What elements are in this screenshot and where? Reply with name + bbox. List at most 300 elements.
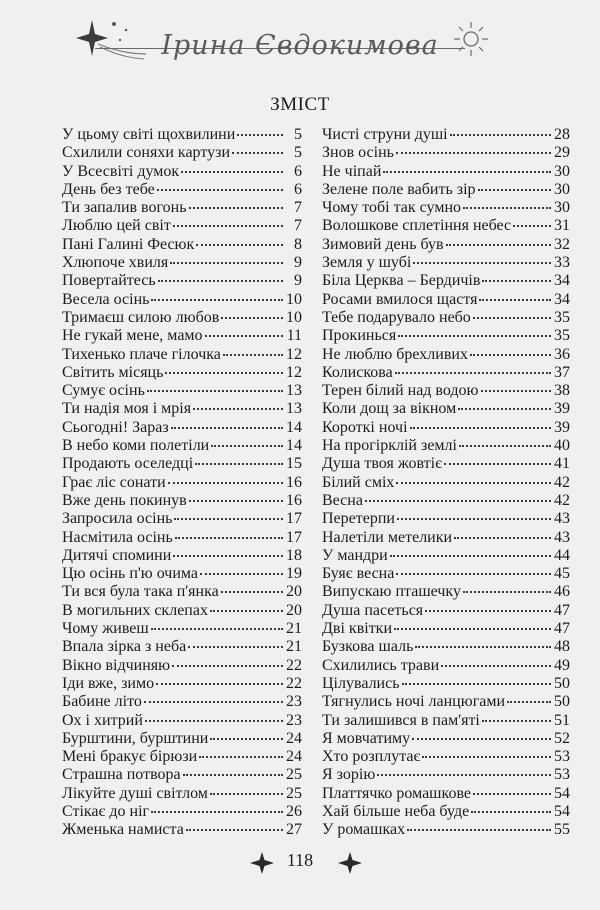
toc-entry-page: 30 [554,180,570,198]
toc-entry-title: Знов осінь [322,144,394,162]
toc-dot-leader [210,610,283,612]
toc-entry-page: 24 [286,729,302,747]
toc-entry-page: 23 [286,711,302,729]
toc-entry-page: 49 [554,656,570,674]
toc-dot-leader [383,171,551,173]
author-name: Ірина Євдокимова [161,30,439,61]
toc-entry [322,382,570,400]
toc-dot-leader [221,591,283,593]
toc-dot-leader [151,628,283,630]
toc-entry-title: В небо коми полетіли [62,437,210,455]
toc-entry-title: Запросила осінь [62,510,173,528]
toc-entry-page: 46 [554,583,570,601]
toc-entry-title: Пані Галині Фесюк [62,235,195,253]
toc-dot-leader [473,793,551,795]
toc-entry-title: Біла Церква – Бердичів [322,272,481,290]
toc-entry-page: 11 [286,327,302,345]
toc-entry-title: Я зорію [322,766,376,784]
toc-dot-leader [394,628,551,630]
toc-entry-page: 47 [554,601,570,619]
toc-entry [62,364,302,382]
toc-entry-page: 17 [286,510,302,528]
toc-dot-leader [463,207,551,209]
toc-entry [62,675,302,693]
toc-entry-title: Ти надія моя і мрія [62,400,192,418]
toc-entry-title: Мені бракує бірюзи [62,748,198,766]
toc-entry-page: 39 [554,400,570,418]
toc-entry [62,199,302,217]
toc-dot-leader [175,537,283,539]
toc-entry-title: Лікуйте душі світлом [62,784,208,802]
toc-entry-title: Вже день покинув [62,491,187,509]
toc-dot-leader [454,537,551,539]
toc-dot-leader [365,500,551,502]
toc-dot-leader [482,720,551,722]
toc-entry [62,382,302,400]
toc-entry [62,236,302,254]
toc-dot-leader [211,445,283,447]
toc-entry-page: 30 [554,162,570,180]
toc-entry [322,346,570,364]
toc-entry-title: Схилились трави [322,656,440,674]
toc-dot-leader [450,134,551,136]
toc-entry-title: Коли дощ за вікном [322,400,457,418]
toc-entry-page: 6 [294,180,302,198]
toc-entry-page: 44 [554,546,570,564]
toc-entry [62,766,302,784]
toc-entry-title: Схилили соняхи картузи [62,144,230,162]
toc-entry-title: Люблю цей світ [62,217,171,235]
toc-entry-title: На прогірклій землі [322,437,457,455]
toc-dot-leader [396,482,551,484]
toc-dot-leader [168,482,283,484]
toc-entry [62,730,302,748]
toc-entry-title: Ох і хитрий [62,711,143,729]
toc-entry-title: Буяє весна [322,565,395,583]
toc-dot-leader [183,774,283,776]
toc-entry [62,217,302,235]
toc-entry [322,602,570,620]
toc-dot-leader [170,262,283,264]
toc-entry-page: 43 [554,510,570,528]
toc-dot-leader [173,555,283,557]
toc-entry [62,455,302,473]
toc-entry [322,291,570,309]
toc-entry [322,785,570,803]
toc-entry-title: Налетіли метелики [322,528,453,546]
toc-dot-leader [147,390,283,392]
toc-entry-page: 13 [286,400,302,418]
toc-entry-title: Випускаю пташечку [322,583,461,601]
toc-entry [62,565,302,583]
toc-dot-leader [232,152,283,154]
toc-dot-leader [172,665,283,667]
toc-dot-leader [482,280,551,282]
toc-entry-page: 14 [286,437,302,455]
toc-entry-page: 47 [554,620,570,638]
toc-entry-title: Цю осінь п'ю очима [62,565,199,583]
toc-entry-page: 16 [286,491,302,509]
toc-entry-page: 22 [286,674,302,692]
toc-entry-title: Тихенько плаче гілочка [62,345,221,363]
toc-entry-title: Колискова [322,363,393,381]
toc-entry [322,217,570,235]
toc-dot-leader [473,317,551,319]
toc-entry-page: 30 [554,199,570,217]
toc-entry [62,748,302,766]
toc-entry [322,748,570,766]
toc-entry [322,400,570,418]
toc-entry [62,400,302,418]
toc-dot-leader [413,262,551,264]
toc-dot-leader [173,225,283,227]
toc-entry-page: 55 [554,821,570,839]
toc-entry-title: Прокинься [322,327,397,345]
toc-entry-page: 20 [286,601,302,619]
toc-entry [62,638,302,656]
toc-entry [322,803,570,821]
toc-entry-title: Душа твоя жовтіє [322,455,442,473]
toc-dot-leader [151,811,283,813]
toc-entry-page: 10 [286,290,302,308]
toc-entry [62,254,302,272]
toc-entry-page: 18 [286,546,302,564]
toc-entry-page: 16 [286,473,302,491]
toc-entry-page: 35 [554,327,570,345]
toc-entry-title: Жменька намиста [62,821,184,839]
toc-entry-title: Тримаєш силою любов [62,308,220,326]
toc-dot-leader [158,280,283,282]
toc-entry-title: Чому живеш [62,620,149,638]
toc-dot-leader [377,774,551,776]
toc-entry [322,547,570,565]
toc-entry-page: 36 [554,345,570,363]
toc-entry-page: 7 [294,199,302,217]
toc-entry [322,675,570,693]
toc-dot-leader [396,152,551,154]
toc-entry [62,126,302,144]
toc-entry [62,163,302,181]
toc-dot-leader [181,171,283,173]
toc-dot-leader [441,665,551,667]
toc-entry-page: 50 [554,693,570,711]
toc-entry-title: Не люблю брехливих [322,345,468,363]
toc-entry-title: Хлюпоче хвиля [62,254,169,272]
toc-entry-page: 54 [554,784,570,802]
toc-entry-page: 23 [286,693,302,711]
toc-entry [322,236,570,254]
page-number: 118 [286,850,314,870]
toc-dot-leader [156,683,283,685]
toc-dot-leader [200,573,283,575]
toc-entry [322,144,570,162]
toc-dot-leader [407,829,551,831]
toc-entry [62,657,302,675]
toc-dot-leader [174,518,283,520]
toc-entry-page: 40 [554,437,570,455]
toc-entry-title: Короткі ночі [322,418,408,436]
toc-entry-page: 15 [286,455,302,473]
toc-entry-title: У мандри [322,546,388,564]
toc-entry-page: 34 [554,290,570,308]
toc-entry-title: Бабине літо [62,693,142,711]
toc-entry [62,144,302,162]
toc-column-right [322,126,570,840]
toc-entry-page: 21 [286,638,302,656]
toc-entry [62,602,302,620]
toc-entry-page: 9 [294,272,302,290]
toc-entry-title: Іди вже, зимо [62,674,155,692]
toc-dot-leader [481,390,551,392]
toc-entry-page: 26 [286,802,302,820]
toc-dot-leader [412,738,551,740]
toc-entry-page: 37 [554,363,570,381]
toc-entry [322,730,570,748]
toc-dot-leader [237,134,283,136]
toc-entry [62,583,302,601]
toc-entry-page: 54 [554,802,570,820]
toc-dot-leader [195,463,283,465]
toc-entry-title: Тягнулись ночі ланцюгами [322,693,506,711]
toc-dot-leader [188,646,283,648]
toc-dot-leader [189,500,283,502]
toc-dot-leader [398,335,551,337]
toc-entry [322,199,570,217]
toc-dot-leader [193,408,283,410]
toc-dot-leader [210,738,283,740]
toc-entry [62,327,302,345]
toc-dot-leader [186,829,283,831]
toc-entry [322,309,570,327]
toc-dot-leader [444,463,551,465]
toc-entry-title: Ти вся була така п'янка [62,583,219,601]
toc-entry-title: Весела осінь [62,290,150,308]
star-icon [338,852,362,874]
toc-entry-title: Сумує осінь [62,382,145,400]
toc-entry-title: Душа пасеться [322,601,424,619]
toc-entry [322,657,570,675]
toc-entry-page: 41 [554,455,570,473]
toc-entry [62,492,302,510]
toc-entry-page: 8 [294,235,302,253]
toc-dot-leader [513,225,551,227]
toc-dot-leader [145,720,283,722]
toc-entry [322,529,570,547]
toc-entry-page: 7 [294,217,302,235]
toc-dot-leader [196,244,283,246]
toc-entry-page: 20 [286,583,302,601]
toc-entry-title: Зимовий день був [322,235,444,253]
toc-entry [62,437,302,455]
page-header [0,0,600,80]
toc-entry-page: 5 [294,126,302,143]
toc-entry-page: 27 [286,821,302,839]
toc-entry-page: 48 [554,638,570,656]
toc-entry-title: Страшна потвора [62,766,181,784]
toc-entry [62,821,302,839]
toc-entry [322,712,570,730]
toc-entry-title: Грає ліс сонати [62,473,166,491]
toc-entry-page: 50 [554,674,570,692]
toc-entry-title: Хай більше неба буде [322,802,470,820]
toc-entry-page: 53 [554,748,570,766]
toc-entry [62,693,302,711]
toc-entry-page: 33 [554,254,570,272]
toc-dot-leader [189,207,283,209]
toc-entry [322,419,570,437]
toc-entry-page: 28 [554,126,570,143]
toc-entry-page: 9 [294,254,302,272]
toc-entry [322,620,570,638]
toc-entry-page: 32 [554,235,570,253]
toc-dot-leader [471,811,551,813]
toc-dot-leader [171,427,283,429]
toc-dot-leader [390,555,551,557]
toc-column-left [62,126,302,840]
toc-entry-page: 39 [554,418,570,436]
toc-entry-title: Білий сміх [322,473,395,491]
toc-entry [322,638,570,656]
toc-dot-leader [402,683,551,685]
toc-entry-title: Земля у шубі [322,254,412,272]
toc-entry-page: 34 [554,272,570,290]
toc-dot-leader [425,610,551,612]
toc-entry-title: Чисті струни душі [322,126,448,143]
toc-entry-page: 42 [554,473,570,491]
toc-dot-leader [157,189,283,191]
toc-entry [322,583,570,601]
toc-entry-title: Не чіпай [322,162,382,180]
toc-entry-page: 5 [294,144,302,162]
toc-entry [322,364,570,382]
toc-entry-title: Тебе подарувало небо [322,308,471,326]
toc-entry-page: 13 [286,382,302,400]
toc-entry-title: Дві квітки [322,620,393,638]
toc-entry-title: Стікає до ніг [62,802,150,820]
toc-dot-leader [144,701,283,703]
toc-entry-page: 19 [286,565,302,583]
toc-entry-title: Платтячко ромашкове [322,784,472,802]
toc-entry-title: Насмітила осінь [62,528,173,546]
toc-entry-page: 53 [554,766,570,784]
contents-title: ЗМІСТ [270,94,330,115]
toc-entry-page: 45 [554,565,570,583]
toc-entry [322,254,570,272]
toc-entry-title: Впала зірка з неба [62,638,187,656]
toc-entry [62,620,302,638]
toc-entry [322,693,570,711]
toc-entry [322,565,570,583]
toc-entry-title: У ромашках [322,821,406,839]
toc-entry-title: У Всесвіті думок [62,162,180,180]
toc-entry-title: Бурштини, бурштини [62,729,209,747]
toc-entry [62,785,302,803]
toc-entry [322,272,570,290]
toc-dot-leader [470,354,551,356]
toc-entry [62,547,302,565]
toc-entry-title: Перетерпи [322,510,395,528]
toc-entry-page: 38 [554,382,570,400]
toc-entry-page: 22 [286,656,302,674]
toc-entry-title: Волошкове сплетіння небес [322,217,512,235]
toc-entry-page: 35 [554,308,570,326]
toc-entry [322,492,570,510]
toc-entry-page: 52 [554,729,570,747]
toc-entry-page: 17 [286,528,302,546]
toc-entry-page: 21 [286,620,302,638]
toc-entry [322,455,570,473]
toc-entry-page: 42 [554,491,570,509]
toc-entry-page: 6 [294,162,302,180]
toc-entry [322,437,570,455]
toc-dot-leader [422,756,551,758]
toc-entry [62,510,302,528]
toc-entry-page: 29 [554,144,570,162]
toc-entry-title: Зелене поле вабить зір [322,180,476,198]
toc-entry-title: В могильних склепах [62,601,208,619]
toc-dot-leader [479,299,551,301]
toc-entry-title: Не гукай мене, мамо [62,327,203,345]
toc-dot-leader [395,372,551,374]
toc-entry-page: 25 [286,766,302,784]
toc-dot-leader [507,701,551,703]
toc-dot-leader [199,756,283,758]
toc-entry-title: Дитячі спомини [62,546,172,564]
toc-entry [62,529,302,547]
toc-entry-page: 14 [286,418,302,436]
toc-dot-leader [221,317,283,319]
toc-dot-leader [446,244,551,246]
toc-entry-title: Ти залишився в пам'яті [322,711,480,729]
toc-dot-leader [397,518,551,520]
toc-entry-title: Продають оселедці [62,455,194,473]
page-footer [0,848,600,878]
toc-entry [62,419,302,437]
toc-entry-title: Я мовчатиму [322,729,411,747]
toc-dot-leader [459,445,551,447]
toc-entry-title: У цьому світі щохвилини [62,126,236,143]
toc-entry-page: 51 [554,711,570,729]
toc-entry-page: 43 [554,528,570,546]
toc-entry-page: 31 [554,217,570,235]
toc-entry-title: Росами вмилося щастя [322,290,478,308]
toc-dot-leader [478,189,551,191]
toc-entry-page: 25 [286,784,302,802]
toc-entry [62,474,302,492]
toc-entry-title: Ти запалив вогонь [62,199,187,217]
toc-entry [322,181,570,199]
toc-entry [322,126,570,144]
toc-entry [62,291,302,309]
toc-entry-title: Весна [322,491,363,509]
toc-dot-leader [205,335,283,337]
toc-entry [62,346,302,364]
toc-entry [62,272,302,290]
toc-entry [322,821,570,839]
toc-entry [62,712,302,730]
toc-entry-title: Сьогодні! Зараз [62,418,169,436]
toc-entry-title: Вікно відчиняю [62,656,171,674]
toc-dot-leader [151,299,283,301]
toc-entry [322,510,570,528]
toc-entry-title: Чому тобі так сумно [322,199,462,217]
toc-dot-leader [165,372,283,374]
toc-entry-title: Бузкова шаль [322,638,414,656]
toc-dot-leader [458,408,551,410]
toc-entry [322,327,570,345]
toc-entry-title: Терен білий над водою [322,382,479,400]
toc-entry [322,766,570,784]
